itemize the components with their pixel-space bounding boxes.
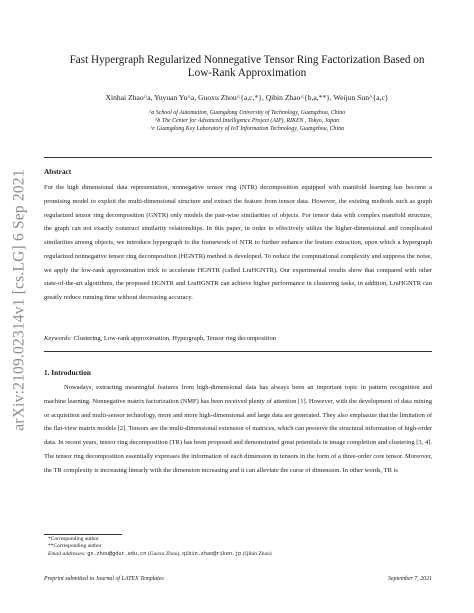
email-zhou-name: (Guoxu Zhou), [147,550,181,557]
arxiv-stamp [8,150,32,450]
affiliation-b: ^b The Center for Advanced Intelligence Project (AIP), RIKEN , Tokyo, Japan [154,118,340,125]
email-zhao-name: (Qibin Zhao) [242,550,272,557]
abstract-bottom-rule [44,351,432,352]
title-line-1: Fast Hypergraph Regularized Nonnegative Tensor Ring Factorization Based on [69,54,425,66]
footnote-corresponding-1: *Corresponding author [48,536,99,542]
footnote-rule [44,534,122,535]
introduction-paragraph: Nowadays, extracting meaningful features from high-dimensional data has always been an important topic in pattern recognition and machine learning. Nonnegative matrix factorization (NMF) has been received plenty of attention [1]. However, with the development of data mining or acquisition and multi-sensor technology, more and more high-dimensional and large data are generated. They also emphasize that the limitation of the flat-view matrix models [2]. Tensors are the multi-dimensional extension of matrices, which can preserve the structural information of high-order data. In recent years, tensor ring decomposition (TR) has been proposed and demonstrated great potentials in image completion and clustering [3, 4]. The tensor ring decomposition essentially expresses the information of each dimension in tensors in the form of a three-order core tensor. Moreover, the TR complexity is increasing linearly with the dimension increasing and it can alleviate the curse of dimension. In other words, TR is [44,384,432,474]
email-zhou[interactable]: gx.zhou@gdut.edu.cn [87,550,147,557]
arxiv-stamp-text: arXiv:2109.02314v1 [cs.LG] 6 Sep 2021 [11,169,28,431]
email-label: Email addresses: [48,550,86,557]
abstract-top-rule [44,157,432,158]
affiliation-c: ^c Guangdong Key Laboratory of IoT Information Technology, Guangzhou, China [149,126,345,133]
footnote-emails [48,551,272,558]
footnote-corresponding-2: **Corresponding author [48,543,102,550]
keywords [44,335,432,342]
section-heading-introduction: 1. Introduction [44,368,91,377]
affiliation-a: ^a School of Automation, Guangdong University of Technology, Guangzhou, China [148,110,346,116]
footer-preprint-note: Preprint submitted to Journal of LATEX Templates [44,576,164,582]
email-zhao[interactable]: qibin.zhao@riken.jp [182,550,242,557]
keywords-text: Clustering, Low-rank approximation, Hypergraph, Tensor ring decomposition [73,335,276,342]
abstract-heading: Abstract [44,167,72,176]
title-line-2: Low-Rank Approximation [187,67,307,79]
affiliations [52,109,442,134]
abstract-body: For the high dimensional data representation, nonnegative tensor ring (NTR) decomposition equipped with manifold learning has become a promising model to exploit the multi-dimensional structure and extract the feature from tensor data. However, the existing methods such as graph regularized tensor ring decomposition (GNTR) only models the pair-wise similarities of objects. For tensor data with complex manifold structure, the graph can not exactly construct similarity relationships. In this paper, in order to effectively utilize the higher-dimensional and complicated similarities among objects, we introduce hypergraph to the framework of NTR to further enhance the feature extraction, upon which a hypergraph regularized nonnegative tensor ring decomposition (HGNTR) method is developed. To reduce the computational complexity and suppress the noise, we apply the low-rank approximation trick to accelerate HGNTR (called LraHGNTR). Our experimental results show that compared with other state-of-the-art algorithms, the proposed HGNTR and LraHGNTR can achieve higher performance in clustering tasks, in addition, LraHGNTR can greatly reduce running time without decreasing accuracy. [44,184,432,301]
author-list: Xinhai Zhao^a, Yuyuan Yu^a, Guoxu Zhou^{a,c,*}, Qibin Zhao^{b,a,**}, Weijun Sun^{a,c} [105,93,389,102]
paper-title [52,54,442,80]
footnotes [48,536,272,558]
footer-date: September 7, 2021 [387,576,432,582]
keywords-label: Keywords: [44,335,72,342]
